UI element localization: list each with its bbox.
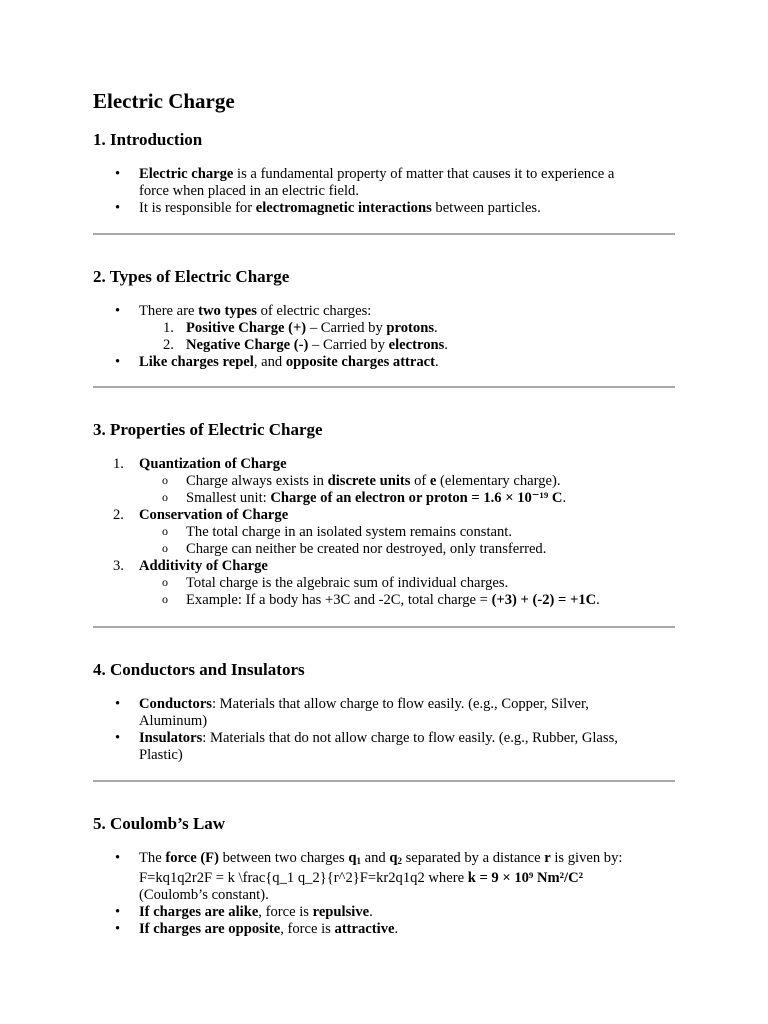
list-item-text: : Materials that do not allow charge to flow easily. (e.g., Rubber, Glass, Plastic) xyxy=(139,730,618,763)
list-number: 2. xyxy=(163,337,174,353)
list-item xyxy=(93,303,633,320)
list-number: 1. xyxy=(163,320,174,336)
list-item-text: is given by: F=kq1q2r2F = k \frac{q_1 q_2}{r^2}F=kr2q1q2 where xyxy=(139,850,623,886)
section-heading-introduction: 1. Introduction xyxy=(93,130,203,149)
section-heading-properties: 3. Properties of Electric Charge xyxy=(93,420,323,439)
section-heading-conductors: 4. Conductors and Insulators xyxy=(93,660,305,679)
section-divider xyxy=(93,780,675,782)
list-item xyxy=(93,320,633,337)
list-item xyxy=(93,456,653,473)
bold-term: force (F) xyxy=(165,850,219,866)
list-item-text: The xyxy=(139,850,166,866)
list-item-text: of electric charges: xyxy=(256,303,372,319)
bold-term: If charges are opposite xyxy=(139,921,281,937)
bold-term: Quantization of Charge xyxy=(139,456,287,472)
charge-q2 xyxy=(389,850,402,866)
list-item-text: between particles. xyxy=(431,200,541,216)
section-divider xyxy=(93,626,675,628)
list-item-text: . xyxy=(562,490,567,506)
list-item xyxy=(93,337,633,354)
list-item-text: . xyxy=(435,354,439,370)
sub-list-item: o Charge can neither be created nor destroyed, only transferred. xyxy=(93,541,653,558)
bold-term: Conductors xyxy=(139,696,212,712)
page-title: Electric Charge xyxy=(93,89,235,113)
list-item xyxy=(93,904,633,921)
list-item-text: and xyxy=(360,850,390,866)
bold-term: e xyxy=(429,473,437,489)
list-item-text: . xyxy=(444,337,448,353)
list-item-text: , force is xyxy=(258,904,313,920)
list-item-text: : Materials that allow charge to flow easily. (e.g., Copper, Silver, Aluminum) xyxy=(139,696,589,729)
bold-term: If charges are alike xyxy=(139,904,259,920)
bold-term: Like charges repel xyxy=(139,354,254,370)
charge-symbol: q xyxy=(389,850,398,866)
section-divider xyxy=(93,386,675,388)
list-item-text: is a fundamental property of matter that causes it to experience a force when placed in an electric field. xyxy=(139,166,615,199)
list-number: 2. xyxy=(113,507,124,523)
list-item xyxy=(93,850,633,904)
section-heading-coulombs-law: 5. Coulomb’s Law xyxy=(93,814,226,833)
conductors-list xyxy=(93,696,633,764)
bold-term: attractive xyxy=(334,921,395,937)
bold-term: Conservation of Charge xyxy=(139,507,289,523)
list-item-text: , force is xyxy=(280,921,335,937)
sub-list-item: o The total charge in an isolated system remains constant. xyxy=(93,524,653,541)
list-item xyxy=(93,166,633,200)
bold-term: repulsive xyxy=(312,904,370,920)
bold-term: Charge of an electron or proton = 1.6 × 10⁻¹⁹ C xyxy=(270,490,563,506)
bold-term: r xyxy=(544,850,551,866)
sub-list-item xyxy=(93,490,653,507)
bold-term: (+3) + (-2) = +1C xyxy=(491,592,597,608)
section-divider xyxy=(93,233,675,235)
bold-term: protons xyxy=(386,320,435,336)
list-item-text: . xyxy=(434,320,438,336)
list-item-text: separated by a distance xyxy=(401,850,545,866)
properties-list xyxy=(93,456,653,609)
list-item-text: of xyxy=(410,473,430,489)
introduction-list xyxy=(93,166,633,217)
list-item xyxy=(93,200,633,217)
charge-subscript: 2 xyxy=(397,856,402,866)
bold-term: Electric charge xyxy=(139,166,234,182)
list-item-text: (elementary charge). xyxy=(436,473,561,489)
coulombs-law-list xyxy=(93,850,633,938)
list-item-text: . xyxy=(369,904,373,920)
bold-term: Insulators xyxy=(139,730,203,746)
list-item-text: Smallest unit: xyxy=(186,490,271,506)
charge-subscript: 1 xyxy=(356,856,361,866)
list-item-text: . xyxy=(596,592,600,608)
section-heading-types: 2. Types of Electric Charge xyxy=(93,267,290,286)
sub-list-item xyxy=(93,592,653,609)
bold-term: k = 9 × 10⁹ Nm²/C² xyxy=(467,870,583,886)
list-number: 3. xyxy=(113,558,124,574)
charge-q1 xyxy=(348,850,361,866)
bold-term: opposite charges attract xyxy=(285,354,436,370)
list-number: 1. xyxy=(113,456,124,472)
list-item-text: – Carried by xyxy=(308,337,389,353)
list-item-text: – Carried by xyxy=(306,320,387,336)
bold-term: Negative Charge (-) xyxy=(186,337,309,353)
list-item-text: There are xyxy=(139,303,199,319)
list-item-text: . xyxy=(394,921,399,937)
bold-term: Additivity of Charge xyxy=(139,558,268,574)
bold-term: Positive Charge (+) xyxy=(186,320,307,336)
list-item xyxy=(93,696,633,730)
types-list xyxy=(93,303,633,371)
sub-list-item: o Total charge is the algebraic sum of individual charges. xyxy=(93,575,653,592)
list-item-text: Example: If a body has +3C and -2C, total charge = xyxy=(186,592,492,608)
bold-term: electrons xyxy=(388,337,445,353)
list-item-text: It is responsible for xyxy=(139,200,256,216)
list-item xyxy=(93,507,653,524)
list-item-text: (Coulomb’s constant). xyxy=(139,887,269,903)
bold-term: discrete units xyxy=(327,473,411,489)
list-item xyxy=(93,921,633,938)
list-item xyxy=(93,558,653,575)
charge-symbol: q xyxy=(348,850,357,866)
sub-list-item xyxy=(93,473,653,490)
bold-term: two types xyxy=(198,303,257,319)
list-item xyxy=(93,354,633,371)
list-item-text: Charge always exists in xyxy=(186,473,328,489)
list-item-text: , and xyxy=(253,354,286,370)
list-item xyxy=(93,730,633,764)
bold-term: electromagnetic interactions xyxy=(255,200,432,216)
list-item-text: between two charges xyxy=(218,850,349,866)
